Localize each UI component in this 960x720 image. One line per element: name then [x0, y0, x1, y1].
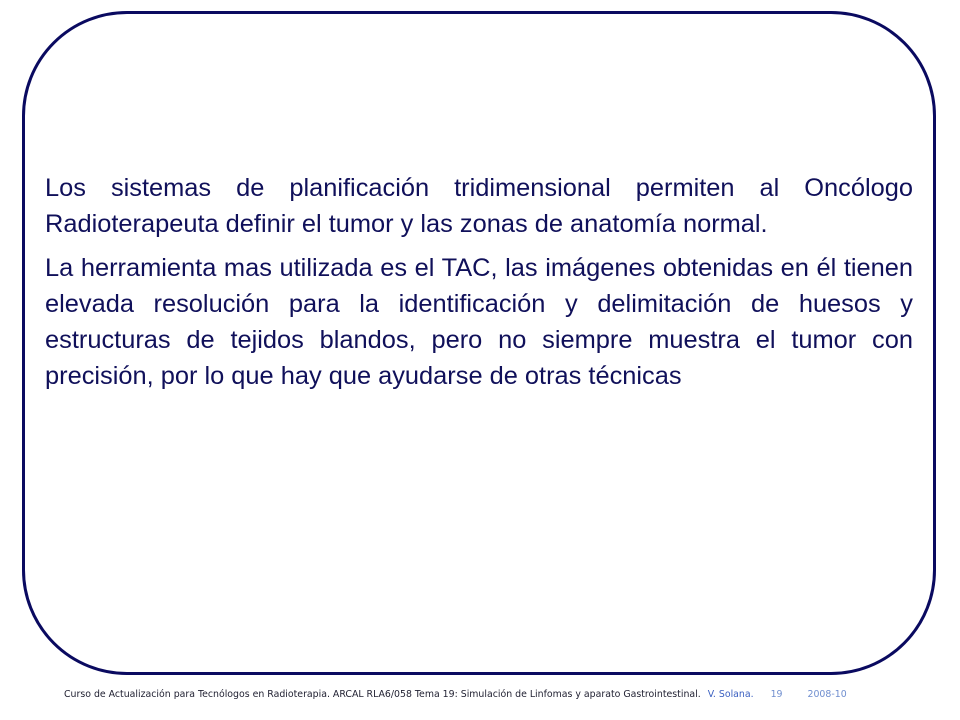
paragraph-tac-tool: La herramienta mas utilizada es el TAC, las imágenes obtenidas en él tienen elevada resolución para la identificación y delimitación de huesos y estructuras de tejidos blandos, pero no siempre muestra el tumor con precisión, por lo que hay que ayudarse de otras técnicas: [45, 254, 913, 390]
footer-year: 2008-10: [807, 689, 847, 700]
footer-page-number: 19: [770, 689, 783, 700]
slide-body: [45, 170, 913, 402]
footer-author: V. Solana.: [707, 689, 754, 700]
footer-course-info: Curso de Actualización para Tecnólogos en Radioterapia. ARCAL RLA6/058 Tema 19: Simulación de Linfomas y aparato Gastrointestinal.: [64, 689, 701, 700]
slide-footer: [64, 689, 847, 701]
paragraph-planning-systems: Los sistemas de planificación tridimensional permiten al Oncólogo Radioterapeuta definir el tumor y las zonas de anatomía normal.: [45, 174, 913, 238]
